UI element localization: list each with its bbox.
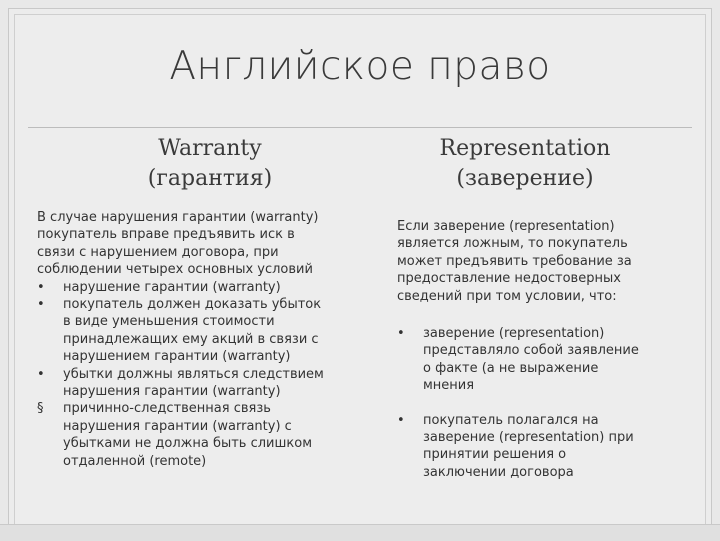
right-heading-line2: (заверение) [456,166,594,191]
bullet-line: заверение (representation) при [423,430,634,446]
bullet-line: причинно-следственная связь [63,401,271,417]
left-bullet-item [37,279,357,296]
bullet-line: заключении договора [423,464,574,480]
right-heading-line1: Representation [439,136,611,161]
bullet-line: покупатель должен доказать убыток [63,297,322,313]
bullet-line: убытками не должна быть слишком [63,436,313,452]
bullet-line: принятии решения о [423,447,567,463]
right-intro-line: предоставление недостоверных [397,271,621,287]
right-bullet-item [397,325,687,395]
bullet-marker: • [37,297,45,313]
bullet-marker: § [37,401,44,417]
right-intro-line: Если заверение (representation) [397,219,615,234]
right-intro-line: сведений при том условии, что: [397,288,617,304]
bullet-line: заверение (representation) [423,326,605,342]
bullet-marker: • [37,366,45,382]
left-intro-line: связи с нарушением договора, при [37,244,279,260]
bullet-line: о факте (а не выражение [423,360,599,376]
left-intro-line: В случае нарушения гарантии (warranty) [37,210,319,225]
bullet-marker: • [397,326,405,342]
bullet-line: нарушением гарантии (warranty) [63,349,291,365]
right-intro-line: является ложным, то покупатель [397,236,628,252]
bullet-line: принадлежащих ему акций в связи с [63,331,319,347]
bullet-marker: • [397,412,405,428]
right-intro-line: может предъявить требование за [397,253,632,269]
bullet-line: покупатель полагался на [423,412,599,428]
left-bullet-item [37,366,357,401]
left-column-body [37,209,357,470]
bullet-line: убытки должны являться следствием [63,366,324,382]
left-bullet-item [37,296,357,366]
slide-bottom-band [0,524,720,541]
left-heading-line1: Warranty [158,136,262,161]
left-bullet-item [37,400,357,470]
left-column-heading [60,134,360,194]
right-column-heading [370,134,680,194]
bullet-line: нарушения гарантии (warranty) с [63,418,292,434]
left-intro-line: соблюдении четырех основных условий [37,262,313,278]
bullet-line: мнения [423,378,475,394]
bullet-line: отдаленной (remote) [63,453,207,469]
bullet-line: нарушения гарантии (warranty) [63,384,281,400]
left-intro [37,209,357,279]
bullet-line: нарушение гарантии (warranty) [63,279,281,295]
slide-title: Английское право [169,44,551,89]
left-intro-line: покупатель вправе предъявить иск в [37,227,295,243]
right-column-body [397,218,687,481]
bullet-line: представляло собой заявление [423,343,639,359]
right-intro [397,218,687,305]
left-heading-line2: (гарантия) [147,166,273,191]
right-bullet-item [397,412,687,482]
bullet-line: в виде уменьшения стоимости [63,314,275,330]
bullet-marker: • [37,279,45,295]
title-divider [28,127,692,128]
